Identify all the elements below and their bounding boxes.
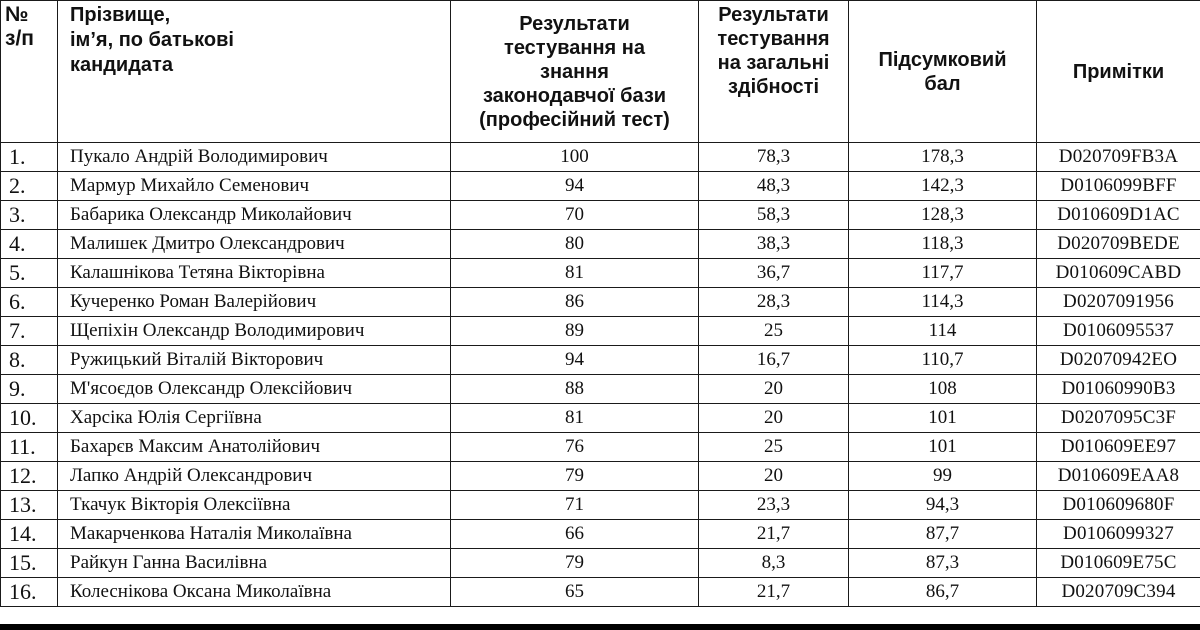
total-score: 94,3: [849, 491, 1037, 520]
total-score: 114,3: [849, 288, 1037, 317]
candidate-name: Мармур Михайло Семенович: [58, 172, 451, 201]
table-row: [1, 346, 1200, 375]
total-score: 117,7: [849, 259, 1037, 288]
table-row: [1, 288, 1200, 317]
candidate-name: Калашнікова Тетяна Вікторівна: [58, 259, 451, 288]
candidate-name: Бахарєв Максим Анатолійович: [58, 433, 451, 462]
table-row: [1, 520, 1200, 549]
total-score: 101: [849, 433, 1037, 462]
candidate-name: Колеснікова Оксана Миколаївна: [58, 578, 451, 607]
row-number: 9.: [1, 375, 58, 404]
candidate-name: Бабарика Олександр Миколайович: [58, 201, 451, 230]
note-code: D0207095C3F: [1037, 404, 1200, 433]
note-code: D010609D1AC: [1037, 201, 1200, 230]
row-number: 10.: [1, 404, 58, 433]
candidate-name: Макарченкова Наталія Миколаївна: [58, 520, 451, 549]
total-score: 86,7: [849, 578, 1037, 607]
row-number: 5.: [1, 259, 58, 288]
note-code: D0106095537: [1037, 317, 1200, 346]
table-row: [1, 491, 1200, 520]
note-code: D0106099327: [1037, 520, 1200, 549]
professional-test-score: 100: [451, 143, 699, 172]
table-row: [1, 201, 1200, 230]
general-test-score: 21,7: [699, 578, 849, 607]
total-score: 118,3: [849, 230, 1037, 259]
row-number: 12.: [1, 462, 58, 491]
professional-test-score: 94: [451, 172, 699, 201]
professional-test-score: 88: [451, 375, 699, 404]
general-test-score: 21,7: [699, 520, 849, 549]
table-row: [1, 578, 1200, 607]
note-code: D010609CABD: [1037, 259, 1200, 288]
general-test-score: 20: [699, 404, 849, 433]
header-total-score: Підсумковий бал: [849, 1, 1037, 143]
header-row: [1, 1, 1200, 143]
table-row: [1, 375, 1200, 404]
candidate-name: Ткачук Вікторія Олексіївна: [58, 491, 451, 520]
general-test-score: 58,3: [699, 201, 849, 230]
general-test-score: 20: [699, 462, 849, 491]
header-notes: Примітки: [1037, 1, 1200, 143]
row-number: 15.: [1, 549, 58, 578]
professional-test-score: 71: [451, 491, 699, 520]
general-test-score: 23,3: [699, 491, 849, 520]
total-score: 128,3: [849, 201, 1037, 230]
note-code: D010609E75C: [1037, 549, 1200, 578]
professional-test-score: 65: [451, 578, 699, 607]
note-code: D010609EAA8: [1037, 462, 1200, 491]
candidate-name: Кучеренко Роман Валерійович: [58, 288, 451, 317]
candidate-name: Пукало Андрій Володимирович: [58, 143, 451, 172]
total-score: 114: [849, 317, 1037, 346]
row-number: 2.: [1, 172, 58, 201]
row-number: 13.: [1, 491, 58, 520]
general-test-score: 20: [699, 375, 849, 404]
candidate-name: М'ясоєдов Олександр Олексійович: [58, 375, 451, 404]
note-code: D020709C394: [1037, 578, 1200, 607]
general-test-score: 28,3: [699, 288, 849, 317]
professional-test-score: 81: [451, 404, 699, 433]
professional-test-score: 89: [451, 317, 699, 346]
note-code: D0106099BFF: [1037, 172, 1200, 201]
professional-test-score: 94: [451, 346, 699, 375]
professional-test-score: 86: [451, 288, 699, 317]
general-test-score: 8,3: [699, 549, 849, 578]
professional-test-score: 76: [451, 433, 699, 462]
professional-test-score: 81: [451, 259, 699, 288]
note-code: D020709BEDE: [1037, 230, 1200, 259]
row-number: 8.: [1, 346, 58, 375]
candidate-name: Малишек Дмитро Олександрович: [58, 230, 451, 259]
candidate-name: Щепіхін Олександр Володимирович: [58, 317, 451, 346]
professional-test-score: 70: [451, 201, 699, 230]
row-number: 1.: [1, 143, 58, 172]
row-number: 4.: [1, 230, 58, 259]
professional-test-score: 80: [451, 230, 699, 259]
row-number: 14.: [1, 520, 58, 549]
professional-test-score: 79: [451, 462, 699, 491]
bottom-edge: [0, 624, 1200, 630]
header-general-abilities-test: Результати тестування на загальні здібності: [699, 1, 849, 143]
table-body: [1, 143, 1200, 607]
note-code: D020709FB3A: [1037, 143, 1200, 172]
total-score: 87,7: [849, 520, 1037, 549]
total-score: 108: [849, 375, 1037, 404]
candidate-name: Ружицький Віталій Вікторович: [58, 346, 451, 375]
note-code: D010609EE97: [1037, 433, 1200, 462]
row-number: 16.: [1, 578, 58, 607]
note-code: D010609680F: [1037, 491, 1200, 520]
general-test-score: 38,3: [699, 230, 849, 259]
table-row: [1, 230, 1200, 259]
header-professional-test: Результати тестування на знання законодавчої бази (професійний тест): [451, 1, 699, 143]
general-test-score: 36,7: [699, 259, 849, 288]
total-score: 101: [849, 404, 1037, 433]
general-test-score: 25: [699, 433, 849, 462]
total-score: 142,3: [849, 172, 1037, 201]
general-test-score: 78,3: [699, 143, 849, 172]
table-row: [1, 172, 1200, 201]
professional-test-score: 66: [451, 520, 699, 549]
row-number: 7.: [1, 317, 58, 346]
general-test-score: 25: [699, 317, 849, 346]
table-row: [1, 404, 1200, 433]
table-row: [1, 259, 1200, 288]
total-score: 110,7: [849, 346, 1037, 375]
row-number: 11.: [1, 433, 58, 462]
header-number: № з/п: [1, 1, 58, 143]
table-row: [1, 317, 1200, 346]
candidate-name: Райкун Ганна Василівна: [58, 549, 451, 578]
total-score: 87,3: [849, 549, 1037, 578]
total-score: 99: [849, 462, 1037, 491]
table-row: [1, 143, 1200, 172]
note-code: D0207091956: [1037, 288, 1200, 317]
general-test-score: 16,7: [699, 346, 849, 375]
row-number: 6.: [1, 288, 58, 317]
candidate-name: Харсіка Юлія Сергіївна: [58, 404, 451, 433]
row-number: 3.: [1, 201, 58, 230]
table-row: [1, 433, 1200, 462]
table-row: [1, 462, 1200, 491]
note-code: D02070942EO: [1037, 346, 1200, 375]
header-candidate-name: Прізвище, ім’я, по батькові кандидата: [58, 1, 451, 143]
professional-test-score: 79: [451, 549, 699, 578]
table-row: [1, 549, 1200, 578]
total-score: 178,3: [849, 143, 1037, 172]
note-code: D01060990B3: [1037, 375, 1200, 404]
candidate-name: Лапко Андрій Олександрович: [58, 462, 451, 491]
general-test-score: 48,3: [699, 172, 849, 201]
